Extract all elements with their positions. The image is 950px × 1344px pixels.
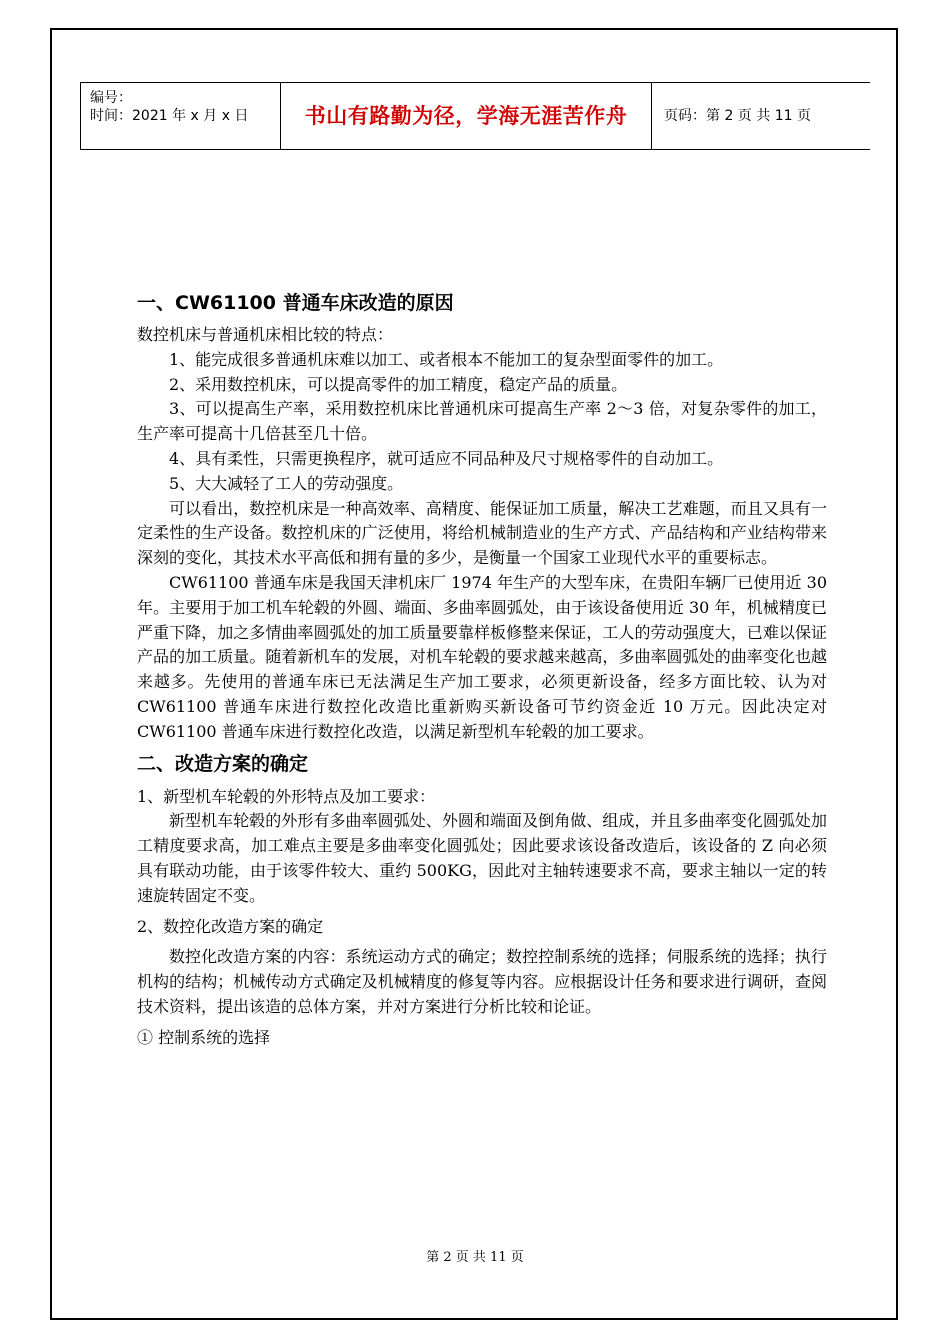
header-page-info: 页码：第 2 页 共 11 页 xyxy=(651,83,870,149)
paragraph: 2、数控化改造方案的确定 xyxy=(137,916,324,936)
section-title-2: 二、改造方案的确定 xyxy=(137,752,309,775)
header-motto: 书山有路勤为径，学海无涯苦作舟 xyxy=(304,103,628,128)
paragraph: 5、大大减轻了工人的劳动强度。 xyxy=(169,473,404,493)
paragraph: 2、采用数控机床，可以提高零件的加工精度，稳定产品的质量。 xyxy=(169,374,628,394)
paragraph: 1、新型机车轮毂的外形特点及加工要求： xyxy=(137,786,436,806)
paragraph: CW61100 普通车床是我国天津机床厂 1974 年生产的大型车床，在贵阳车辆厂已使用近 30 年。主要用于加工机车轮毂的外圆、端面、多曲率圆弧处，由于该设备使用近 30 年，机械精度已严重下降，加之多情曲率圆弧处的加工质量要靠样板修整来保证，工人的劳动强度大，已难以保证产品的加工质量。随着新机车的发展，对机车轮毂的要求越来越高，多曲率圆弧处的曲率变化也越来越多。先使用的普通车床已无法满足生产加工要求，必须更新设备，经多方面比较、认为对 CW61100 普通车床进行数控化改造比重新购买新设备可节约资金近 10 万元。因此决定对 CW61100 普通车床进行数控化改造，以满足新型机车轮毂的加工要求。 xyxy=(137,572,827,741)
paragraph: 数控化改造方案的内容：系统运动方式的确定；数控控制系统的选择；伺服系统的选择；执行机构的结构；机械传动方式确定及机械精度的修复等内容。应根据设计任务和要求进行调研，查阅技术资料，提出该造的总体方案，并对方案进行分析比较和论证。 xyxy=(137,947,827,1016)
number-label: 编号： xyxy=(90,90,132,106)
time-label: 时间：2021 年 x 月 x 日 xyxy=(90,108,249,124)
paragraph: 可以看出，数控机床是一种高效率、高精度、能保证加工质量，解决工艺难题，而且又具有一定柔性的生产设备。数控机床的广泛使用，将给机械制造业的生产方式、产品结构和产业结构带来深刻的变化，其技术水平高低和拥有量的多少，是衡量一个国家工业现代水平的重要标志。 xyxy=(137,498,827,568)
paragraph: 1、能完成很多普通机床难以加工、或者根本不能加工的复杂型面零件的加工。 xyxy=(169,349,724,369)
header-meta xyxy=(80,83,281,149)
section-title-1: 一、CW61100 普通车床改造的原因 xyxy=(137,292,454,314)
document-body xyxy=(137,288,827,1051)
paragraph: 数控机床与普通机床相比较的特点： xyxy=(137,325,394,344)
paragraph: 4、具有柔性，只需更换程序，就可适应不同品种及尺寸规格零件的自动加工。 xyxy=(169,448,724,468)
paragraph: 3、可以提高生产率，采用数控机床比普通机床可提高生产率 2～3 倍，对复杂零件的加工，生产率可提高十几倍甚至几十倍。 xyxy=(137,399,827,444)
page-footer: 第 2 页 共 11 页 xyxy=(426,1250,524,1265)
paragraph: 新型机车轮毂的外形有多曲率圆弧处、外圆和端面及倒角做、组成，并且多曲率变化圆弧处加工精度要求高，加工难点主要是多曲率变化圆弧处；因此要求该设备改造后，该设备的 Z 向必须具有联动功能，由于该零件较大、重约 500KG，因此对主轴转速要求不高，要求主轴以一定的转速旋转固定不变。 xyxy=(137,811,827,905)
page-header xyxy=(80,82,870,150)
paragraph: ① 控制系统的选择 xyxy=(137,1027,271,1047)
